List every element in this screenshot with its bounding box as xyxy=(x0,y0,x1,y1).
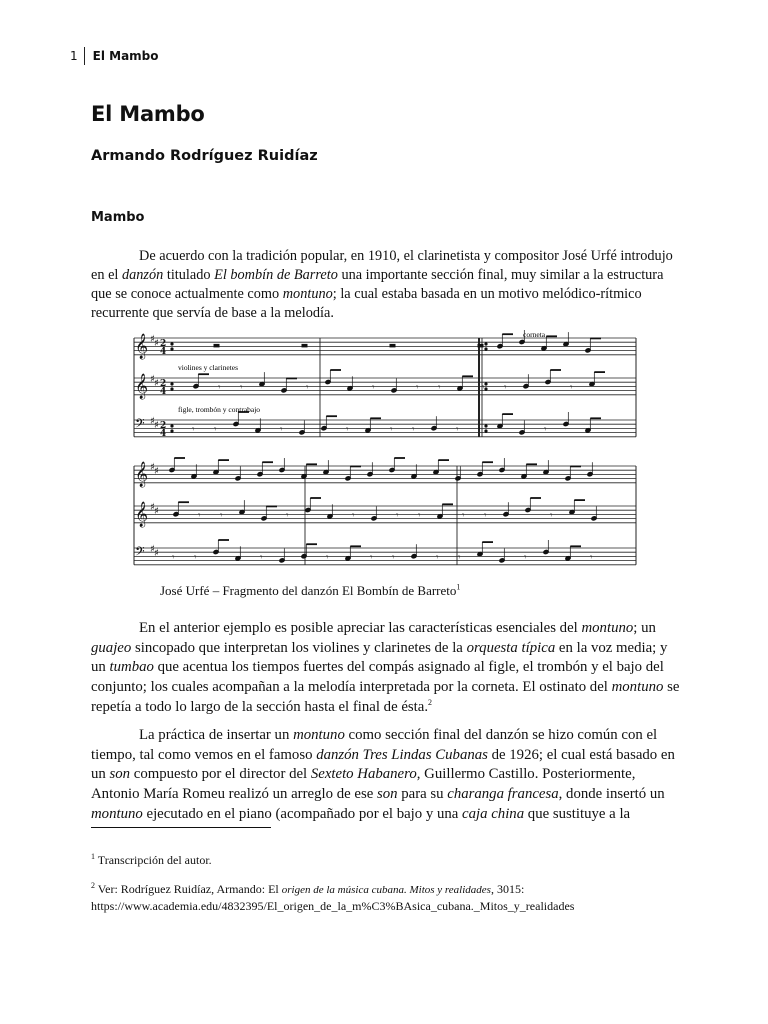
svg-text:♯: ♯ xyxy=(154,378,159,389)
rest-icon: 𝄾 xyxy=(484,511,487,521)
rest-icon: 𝄾 xyxy=(194,553,197,563)
clef-icon: 𝄞 xyxy=(135,502,149,527)
svg-text:2: 2 xyxy=(160,339,167,349)
svg-text:♯: ♯ xyxy=(154,548,159,559)
clef-icon: 𝄞 xyxy=(135,374,149,399)
rest-icon: 𝄾 xyxy=(478,425,481,435)
paragraph-intro: De acuerdo con la tradición popular, en 1910, el clarinetista y compositor José Urfé introdujo en el danzón titulado El bombín de Barreto una importante sección final, muy similar a la estructura que se conoce actualmente como montuno; la cual estaba basada en un motivo melódico-rítmico recurrente que servía de base a la melodía. xyxy=(91,248,673,321)
footnote-ref-2[interactable]: 2 xyxy=(428,697,433,707)
rest-icon: 𝄾 xyxy=(456,425,459,435)
key-signature-icon: ♯ xyxy=(150,416,155,427)
footnote-separator xyxy=(91,827,271,828)
svg-text:2: 2 xyxy=(160,421,167,431)
rest-icon: 𝄾 xyxy=(390,425,393,435)
running-title: El Mambo xyxy=(92,49,159,63)
key-signature-icon: ♯ xyxy=(150,374,155,385)
rest-icon: 𝄾 xyxy=(198,511,201,521)
document-author: Armando Rodríguez Ruidíaz xyxy=(91,148,318,164)
rest-icon: 𝄾 xyxy=(550,511,553,521)
rest-icon: 𝄾 xyxy=(372,383,375,393)
rest-icon: 𝄾 xyxy=(570,383,573,393)
header-divider xyxy=(84,47,85,65)
key-signature-icon: ♯ xyxy=(150,544,155,555)
rest-icon: 𝄾 xyxy=(220,511,223,521)
label-violins: violines y clarinetes xyxy=(178,363,238,372)
rest-icon: 𝄾 xyxy=(436,553,439,563)
footnote-url-link[interactable]: https://www.academia.edu/4832395/El_origen_de_la_m%C3%BAsica_cubana._Mitos_y_realidades xyxy=(91,899,575,913)
rest-icon: 𝄾 xyxy=(412,425,415,435)
paragraph-history: La práctica de insertar un montuno como sección final del danzón se hizo común con el tiempo, tal como vemos en el famoso danzón Tres Lindas Cubanas de 1926; el cual está basado en un son compuesto por el director del Sexteto Habanero, Guillermo Castillo. Posteriormente, Antonio María Romeu realizó un arreglo de ese son para su charanga francesa, donde insertó un montuno ejecutado en el piano (acompañado por el bajo y una caja china que sustituye a la xyxy=(91,727,675,822)
score-caption: José Urfé – Fragmento del danzón El Bombín de Barreto$^1$ xyxy=(160,582,461,598)
rest-icon: 𝄾 xyxy=(260,553,263,563)
rest-icon: 𝄾 xyxy=(352,511,355,521)
rest-icon: 𝄾 xyxy=(370,553,373,563)
label-bass: figle, trombón y contrabajo xyxy=(178,405,261,414)
label-cornet: corneta xyxy=(523,330,546,339)
rest-icon: 𝄾 xyxy=(544,425,547,435)
rest-icon: 𝄾 xyxy=(462,511,465,521)
rest-icon: 𝄾 xyxy=(326,553,329,563)
rest-icon: 𝄾 xyxy=(504,383,507,393)
rest-icon: 𝄾 xyxy=(240,383,243,393)
clef-icon: 𝄞 xyxy=(135,334,149,359)
clef-icon: 𝄢 xyxy=(135,544,145,562)
svg-text:♯: ♯ xyxy=(154,338,159,349)
key-signature-icon: ♯ xyxy=(150,462,155,473)
svg-text:2: 2 xyxy=(160,379,167,389)
svg-text:♯: ♯ xyxy=(154,466,159,477)
key-signature-icon: ♯ xyxy=(150,334,155,345)
clef-icon: 𝄢 xyxy=(135,416,145,434)
rest-icon: 𝄾 xyxy=(306,383,309,393)
clef-icon: 𝄞 xyxy=(135,462,149,487)
rest-icon: 𝄾 xyxy=(218,383,221,393)
rest-icon: 𝄾 xyxy=(280,425,283,435)
rest-icon: 𝄾 xyxy=(418,511,421,521)
rest-icon: 𝄾 xyxy=(214,425,217,435)
document-title: El Mambo xyxy=(91,102,205,126)
rest-icon: 𝄾 xyxy=(590,553,593,563)
rest-icon: 𝄾 xyxy=(346,425,349,435)
footnote-2: $^2$ Ver: Rodríguez Ruidíaz, Armando: El origen de la música cubana. Mitos y realidades, 3015: https://www.academia.edu/4832395/El_origen_de_la_m%C3%BAsica_cubana._Mitos_y_realidades xyxy=(91,881,575,913)
footnote-ref-1[interactable]: 1 xyxy=(456,582,461,592)
page-number: 1 xyxy=(70,49,78,63)
svg-text:♯: ♯ xyxy=(154,506,159,517)
rest-icon: 𝄾 xyxy=(286,511,289,521)
key-signature-icon: ♯ xyxy=(150,502,155,513)
svg-text:4: 4 xyxy=(160,429,167,439)
footnote-1: $^1$ Transcripción del autor. xyxy=(91,852,212,867)
rest-icon: 𝄾 xyxy=(392,553,395,563)
rest-icon: 𝄾 xyxy=(192,425,195,435)
rest-icon: 𝄾 xyxy=(416,383,419,393)
svg-text:4: 4 xyxy=(160,387,167,397)
running-header xyxy=(70,46,159,66)
rest-icon: 𝄾 xyxy=(482,383,485,393)
svg-text:♯: ♯ xyxy=(154,420,159,431)
rest-icon: 𝄾 xyxy=(396,511,399,521)
rest-icon: 𝄾 xyxy=(172,553,175,563)
music-score xyxy=(120,326,640,572)
rest-icon: 𝄾 xyxy=(458,553,461,563)
rest-icon: 𝄾 xyxy=(524,553,527,563)
paragraph-analysis: En el anterior ejemplo es posible apreciar las características esenciales del montuno; un guajeo sincopado que interpretan los violines y clarinetes de la orquesta típica en la voz media; y un tumbao que acentua los tiempos fuertes del compás asignado al figle, el trombón y el bajo del conjunto; los cuales acompañan a la melodía interpretada por la corneta. El ostinato del montuno se repetía a todo lo largo de la sección hasta el final de ésta.$^2$ xyxy=(91,620,680,715)
section-heading: Mambo xyxy=(91,210,145,225)
svg-text:4: 4 xyxy=(160,347,167,357)
rest-icon: 𝄾 xyxy=(438,383,441,393)
